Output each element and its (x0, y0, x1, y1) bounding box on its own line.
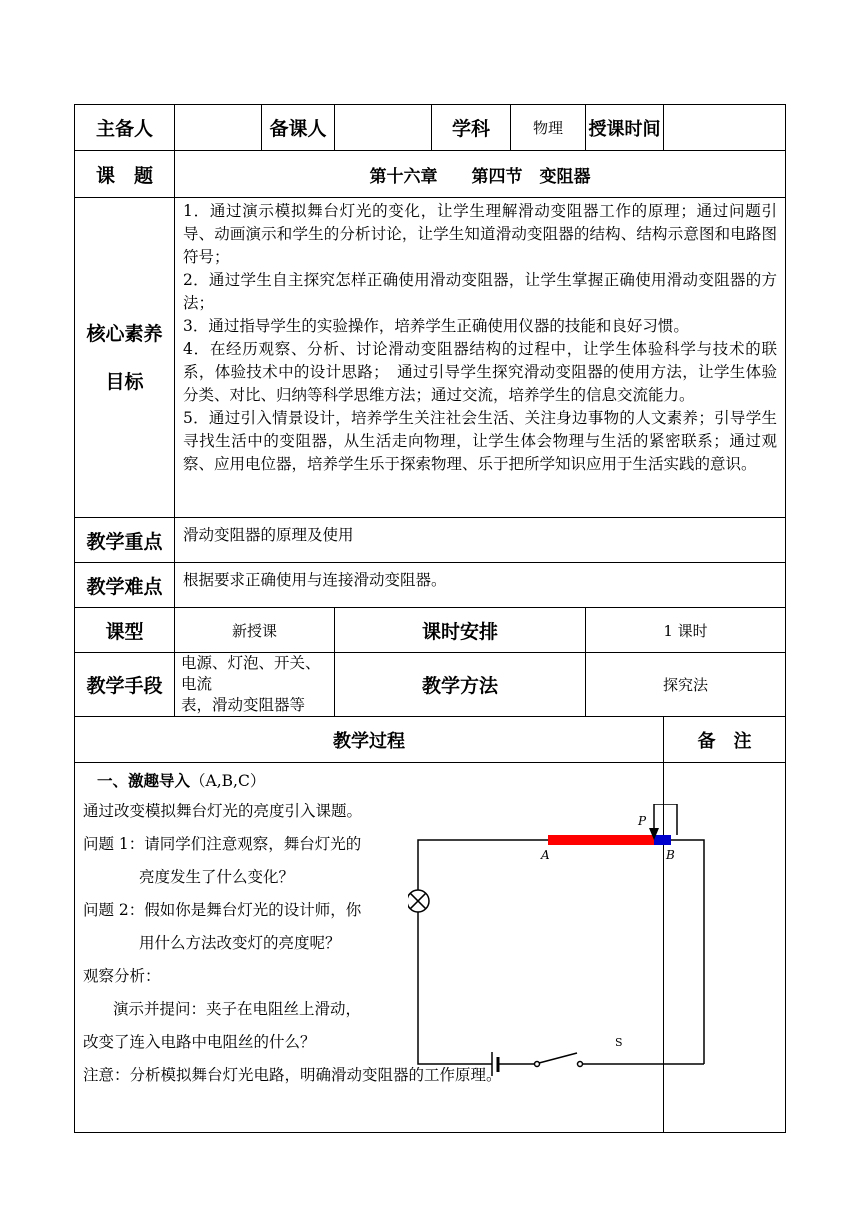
switch-contact-left (535, 1062, 540, 1067)
lesson-type-label: 课型 (75, 608, 175, 653)
label-p: P (638, 814, 647, 828)
method-value: 探究法 (586, 653, 786, 717)
goals-label-line1: 核心素养 (86, 322, 163, 345)
key-point-label: 教学重点 (75, 518, 175, 563)
means-row (75, 653, 786, 717)
preparer-label: 主备人 (75, 105, 175, 151)
process-header-row (75, 717, 786, 763)
time-value (664, 105, 786, 151)
process-line: 注意：分析模拟舞台灯光电路，明确滑动变阻器的工作原理。 (83, 1066, 502, 1084)
switch-blade (539, 1053, 577, 1063)
subject-label: 学科 (432, 105, 511, 151)
goal-item: 2．通过学生自主探究怎样正确使用滑动变阻器，让学生掌握正确使用滑动变阻器的方法； (183, 271, 777, 312)
key-point-value: 滑动变阻器的原理及使用 (175, 518, 786, 563)
topic-label: 课 题 (75, 151, 175, 198)
topic-row (75, 151, 786, 198)
means-value-line1: 电源、灯泡、开关、电流 (181, 654, 321, 693)
rheostat-circuit-diagram (408, 804, 708, 1079)
preparer-value (175, 105, 262, 151)
difficulty-row (75, 563, 786, 608)
goal-item: 3．通过指导学生的实验操作，培养学生正确使用仪器的技能和良好习惯。 (183, 317, 689, 335)
co-preparer-label: 备课人 (262, 105, 335, 151)
method-label: 教学方法 (335, 653, 586, 717)
co-preparer-value (335, 105, 432, 151)
means-label: 教学手段 (75, 653, 175, 717)
goals-label (75, 198, 175, 518)
process-line: 用什么方法改变灯的亮度呢？ (139, 934, 341, 952)
means-value-line2: 表，滑动变阻器等 (181, 696, 306, 714)
process-line: 亮度发生了什么变化？ (139, 868, 295, 886)
switch-contact-right (578, 1062, 583, 1067)
key-point-row (75, 518, 786, 563)
process-line: 通过改变模拟舞台灯光的亮度引入课题。 (83, 802, 363, 820)
resistance-wire-red (548, 835, 654, 845)
lesson-plan-sheet (74, 104, 785, 1133)
circuit-right-wire (671, 840, 704, 1064)
label-b: B (666, 848, 675, 862)
means-value (175, 653, 335, 717)
section-title: 一、激趣导入 (97, 772, 191, 790)
time-label: 授课时间 (586, 105, 664, 151)
goals-content (175, 198, 786, 518)
difficulty-value: 根据要求正确使用与连接滑动变阻器。 (175, 563, 786, 608)
circuit-left-wire (418, 840, 548, 1064)
goals-label-line2: 目标 (105, 370, 144, 393)
subject-value: 物理 (511, 105, 586, 151)
process-line: 演示并提问：夹子在电阻丝上滑动， (113, 1000, 362, 1018)
schedule-label: 课时安排 (335, 608, 586, 653)
process-label: 教学过程 (75, 717, 664, 763)
section-heading (83, 767, 655, 795)
goal-item: 5．通过引入情景设计，培养学生关注社会生活、关注身边事物的人文素养；引导学生寻找生活中的变阻器，从生活走向物理，让学生体会物理与生活的紧密联系；通过观察、应用电位器，培养学生乐于探索物理、乐于把所学知识应用于生活实践的意识。 (183, 409, 777, 473)
schedule-value: 1 课时 (586, 608, 786, 653)
header-row (75, 105, 786, 151)
goal-item: 4．在经历观察、分析、讨论滑动变阻器结构的过程中，让学生体验科学与技术的联系，体验技术中的设计思路； 通过引导学生探究滑动变阻器的使用方法，让学生体验分类、对比、归纳等科学思维方法；通过交流，培养学生的信息交流能力。 (183, 340, 777, 404)
topic-value: 第十六章 第四节 变阻器 (175, 151, 786, 198)
goal-item: 1．通过演示模拟舞台灯光的变化，让学生理解滑动变阻器工作的原理；通过问题引导、动画演示和学生的分析讨论，让学生知道滑动变阻器的结构、结构示意图和电路图符号； (183, 202, 777, 266)
goals-row (75, 198, 786, 518)
section-tag: （A,B,C） (190, 772, 266, 790)
label-a: A (541, 848, 550, 862)
process-line: 改变了连入电路中电阻丝的什么？ (83, 1033, 316, 1051)
label-s: S (615, 1036, 623, 1049)
process-line: 问题 1：请同学们注意观察，舞台灯光的 (83, 835, 362, 853)
difficulty-label: 教学难点 (75, 563, 175, 608)
notes-label: 备 注 (664, 717, 786, 763)
lesson-type-row (75, 608, 786, 653)
lesson-type-value: 新授课 (175, 608, 335, 653)
process-line: 观察分析： (83, 967, 161, 985)
resistance-wire-blue (654, 835, 671, 845)
process-line: 问题 2：假如你是舞台灯光的设计师，你 (83, 901, 362, 919)
lamp-cross (410, 893, 426, 909)
